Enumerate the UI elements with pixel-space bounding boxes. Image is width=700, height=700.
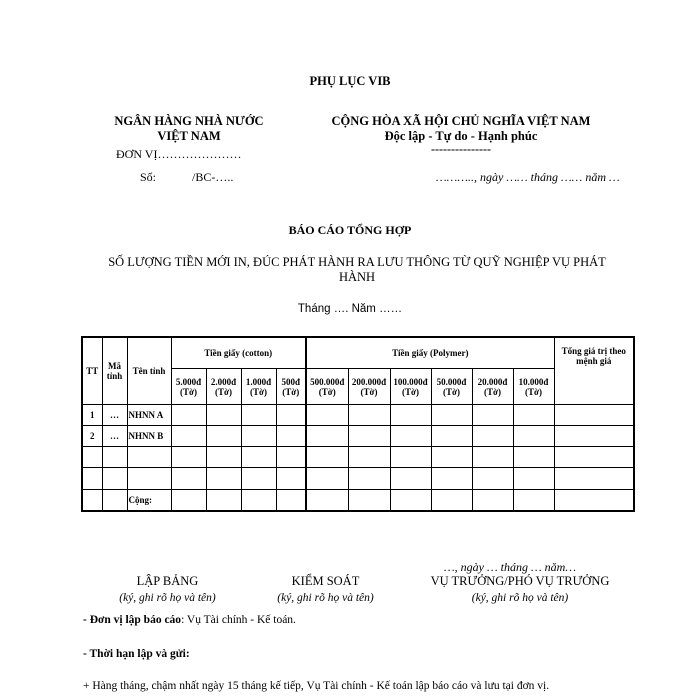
- cell-province-name: NHNN A: [127, 404, 171, 425]
- note-reporting-unit: [83, 614, 296, 626]
- document-number-label: Số:: [140, 170, 157, 184]
- unit-line: ĐƠN VỊ…………………: [116, 147, 242, 161]
- header-tt: TT: [82, 337, 102, 404]
- header-denomination: 500.000đ (Tờ): [306, 369, 348, 404]
- header-denomination: 100.000đ (Tờ): [390, 369, 431, 404]
- table-row: [82, 404, 634, 425]
- header-denomination: 20.000đ (Tờ): [472, 369, 513, 404]
- header-province-name: Tên tỉnh: [127, 337, 171, 404]
- issuer-line-1: NGÂN HÀNG NHÀ NƯỚC: [114, 114, 264, 128]
- document-number-suffix: /BC-…..: [192, 170, 234, 184]
- table-header-row-1: [82, 337, 634, 369]
- national-title: CỘNG HÒA XÃ HỘI CHỦ NGHĨA VIỆT NAM: [331, 114, 591, 128]
- header-denomination: 5.000đ (Tờ): [171, 369, 206, 404]
- header-province-code: Mã tỉnh: [102, 337, 127, 404]
- header-denomination: 50.000đ (Tờ): [431, 369, 472, 404]
- signer-director-hint: (ký, ghi rõ họ và tên): [471, 592, 569, 604]
- header-denomination: 200.000đ (Tờ): [348, 369, 390, 404]
- report-title: BÁO CÁO TỔNG HỢP: [288, 223, 412, 237]
- signer-prepared-hint: (ký, ghi rõ họ và tên): [119, 592, 216, 604]
- table-row: [82, 426, 634, 447]
- cell-province-name: NHNN B: [127, 426, 171, 447]
- issuer-line-2: VIỆT NAM: [157, 129, 221, 143]
- header-group-cotton: Tiền giấy (cotton): [171, 337, 306, 369]
- issuer-header: [96, 114, 282, 144]
- header-denomination: 1.000đ (Tờ): [241, 369, 276, 404]
- cell-total-label: Cộng:: [127, 489, 171, 511]
- place-date-line: ……….., ngày …… tháng …… năm …: [436, 170, 620, 184]
- header-group-polymer: Tiền giấy (Polymer): [306, 337, 554, 369]
- table-row: [82, 468, 634, 489]
- note-reporting-unit-value: : Vụ Tài chính - Kế toán.: [181, 614, 296, 626]
- signer-controller-hint: (ký, ghi rõ họ và tên): [277, 592, 374, 604]
- national-header: [316, 114, 606, 144]
- cell-province-code: …: [102, 404, 127, 425]
- note-deadline-label: - Thời hạn lập và gửi:: [83, 648, 190, 660]
- header-denomination: 10.000đ (Tờ): [513, 369, 554, 404]
- report-table: [81, 336, 635, 512]
- note-deadline-text: + Hàng tháng, chậm nhất ngày 15 tháng kế tiếp, Vụ Tài chính - Kế toán lập báo cáo và lưu tại đơn vị.: [83, 680, 550, 692]
- signer-director-title: VỤ TRƯỞNG/PHÓ VỤ TRƯỞNG: [430, 574, 610, 588]
- header-total-value: Tổng giá trị theo mệnh giá: [554, 337, 634, 404]
- cell-province-code: …: [102, 426, 127, 447]
- national-motto: Độc lập - Tự do - Hạnh phúc: [384, 129, 538, 143]
- signature-date-line: …, ngày … tháng … năm…: [444, 560, 577, 574]
- motto-underline: ---------------: [431, 142, 491, 156]
- table-total-row: [82, 489, 634, 511]
- header-denomination: 500đ (Tờ): [276, 369, 306, 404]
- note-reporting-unit-label: - Đơn vị lập báo cáo: [83, 614, 182, 626]
- signer-prepared-title: LẬP BẢNG: [136, 574, 199, 588]
- report-subtitle: SỐ LƯỢNG TIỀN MỚI IN, ĐÚC PHÁT HÀNH RA LƯU THÔNG TỪ QUỸ NGHIỆP VỤ PHÁT HÀNH: [108, 255, 606, 284]
- table-row: [82, 447, 634, 468]
- header-denomination: 2.000đ (Tờ): [206, 369, 241, 404]
- appendix-title: PHỤ LỤC VIB: [309, 74, 391, 88]
- cell-tt: 1: [82, 404, 102, 425]
- report-period: Tháng …. Năm ……: [297, 303, 403, 315]
- signer-controller-title: KIỂM SOÁT: [291, 574, 360, 588]
- cell-tt: 2: [82, 426, 102, 447]
